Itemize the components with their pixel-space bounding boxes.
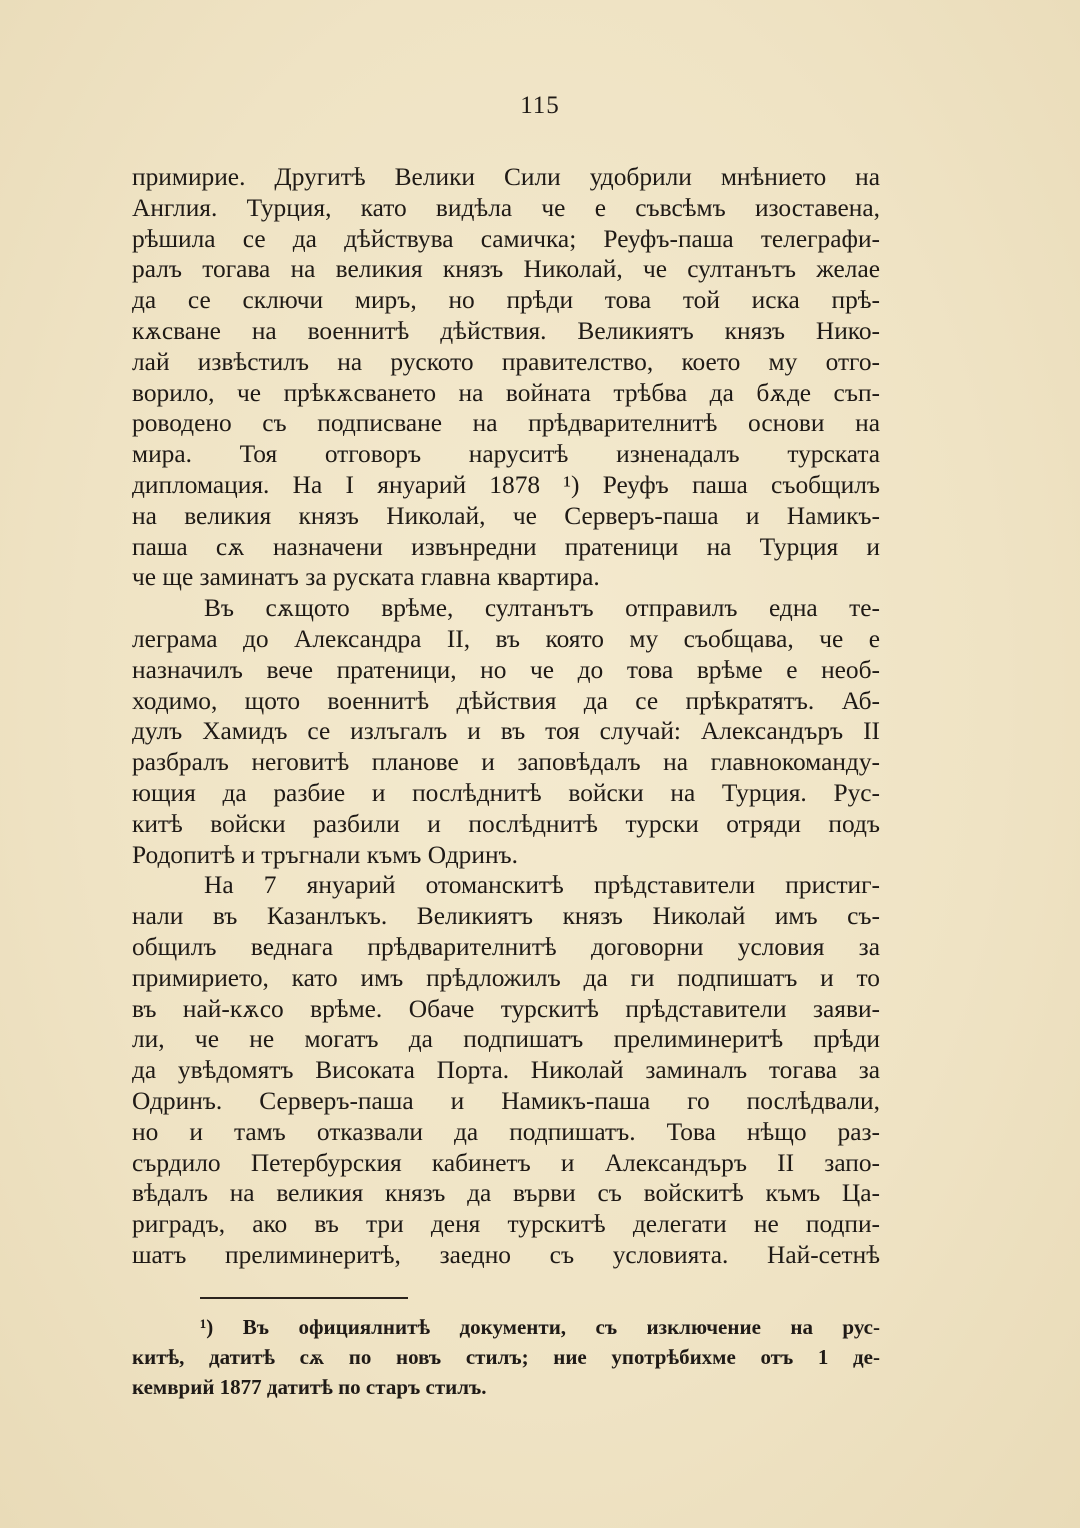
text-line: Англия. Турция, като видѣла че е съвсѣмъ изоставена, — [132, 193, 880, 222]
text-line: ралъ тогава на великия князъ Николай, че султанътъ желае — [132, 255, 880, 284]
text-line: кѫсване на военнитѣ дѣйствия. Великиятъ князъ Нико- — [132, 316, 880, 345]
text-line: ли, че не могатъ да подпишатъ прелиминеритѣ прѣди — [132, 1025, 880, 1054]
text-line: леграма до Александра II, въ която му съобщава, че е — [132, 624, 880, 653]
text-line: мира. Тоя отговоръ наруситѣ изненадалъ турската — [132, 440, 880, 469]
text-line: роводено съ подписване на прѣдварителнитѣ основи на — [132, 409, 880, 438]
text-line: нали въ Казанлъкъ. Великиятъ князъ Николай имъ съ- — [132, 902, 880, 931]
text-line: въ най-кѫсо врѣме. Обаче турскитѣ прѣдставители заяви- — [132, 994, 880, 1023]
text-line: риградъ, ако въ три деня турскитѣ делегати не подпи- — [132, 1210, 880, 1239]
text-line: примирието, като имъ прѣдложилъ да ги подпишатъ и то — [132, 963, 880, 992]
text-line: Въ сѫщото врѣме, султанътъ отправилъ една те- — [204, 594, 880, 623]
text-line: разбралъ неговитѣ планове и заповѣдалъ на главнокоманду- — [132, 748, 880, 777]
text-line: Одринъ. Серверъ-паша и Намикъ-паша го послѣдвали, — [132, 1086, 880, 1115]
text-line: китѣ войски разбили и послѣднитѣ турски отряди подъ — [132, 809, 880, 838]
text-line: да се сключи миръ, но прѣди това той иска прѣ- — [132, 286, 880, 315]
text-line: дипломация. На I януарий 1878 ¹) Реуфъ паша съобщилъ — [132, 470, 880, 499]
text-line: шатъ прелиминеритѣ, заедно съ условията. Най-сетнѣ — [132, 1240, 880, 1269]
text-line: лай извѣстилъ на руското правителство, което му отго- — [132, 347, 880, 376]
text-line: ходимо, щото военнитѣ дѣйствия да се прѣкратятъ. Аб- — [132, 686, 880, 715]
text-line: примирие. Другитѣ Велики Сили удобрили мнѣнието на — [132, 163, 880, 191]
text-line: На 7 януарий отоманскитѣ прѣдставители пристиг- — [204, 871, 880, 900]
footnote-divider — [200, 1297, 408, 1299]
text-line: ворило, че прѣкѫсването на войната трѣбва да бѫде съп- — [132, 378, 880, 407]
text-line: общилъ веднага прѣдварителнитѣ договорни условия за — [132, 932, 880, 961]
footnote — [132, 1312, 880, 1402]
footnote-line: ¹) Въ официялнитѣ документи, съ изключение на рус- — [200, 1315, 880, 1339]
body-text — [132, 162, 880, 1271]
page-number: 115 — [520, 92, 560, 119]
footnote-line: кемврий 1877 датитѣ по старъ стилъ. — [132, 1375, 487, 1399]
text-line: да увѣдомятъ Високата Порта. Николай заминалъ тогава за — [132, 1056, 880, 1085]
text-line: рѣшила се да дѣйствува самичка; Реуфъ-паша телеграфи- — [132, 224, 880, 253]
text-line: на великия князъ Николай, че Серверъ-паша и Намикъ- — [132, 501, 880, 530]
text-line: но и тамъ отказвали да подпишатъ. Това нѣщо раз- — [132, 1117, 880, 1146]
text-line: Родопитѣ и тръгнали къмъ Одринъ. — [132, 840, 519, 869]
text-line: сърдило Петербурския кабинетъ и Александъръ II запо- — [132, 1148, 880, 1177]
text-line: вѣдалъ на великия князъ да върви съ войскитѣ къмъ Ца- — [132, 1179, 880, 1208]
text-line: че ще заминатъ за руската главна квартира. — [132, 563, 600, 592]
text-line: паша сѫ назначени извънредни пратеници на Турция и — [132, 532, 880, 561]
footnote-line: китѣ, датитѣ сѫ по новъ стилъ; ние употрѣбихме отъ 1 де- — [132, 1345, 880, 1369]
text-line: ющия да разбие и послѣднитѣ войски на Турция. Рус- — [132, 778, 880, 807]
text-line: дулъ Хамидъ се излъгалъ и въ тоя случай: Александъръ II — [132, 717, 880, 746]
text-line: назначилъ вече пратеници, но че до това врѣме е необ- — [132, 655, 880, 684]
